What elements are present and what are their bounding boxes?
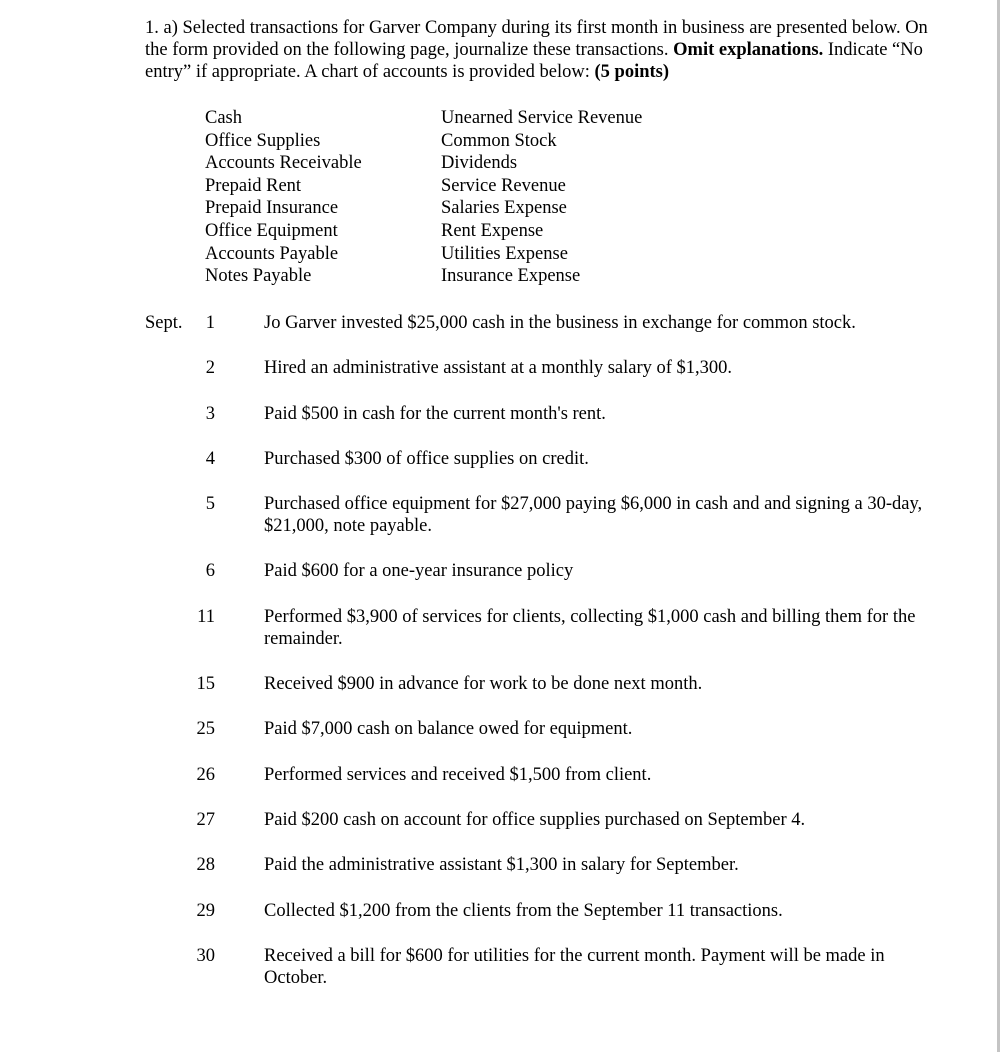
month-spacer [145, 560, 193, 582]
transaction-day: 5 [205, 494, 215, 515]
account-name: Common Stock [441, 130, 557, 151]
transaction-description: Jo Garver invested $25,000 cash in the business in exchange for common stock. [264, 313, 856, 333]
points-label: (5 points) [594, 62, 670, 82]
chart-of-accounts-column-2 [441, 107, 642, 288]
month-spacer [145, 900, 193, 922]
transaction-row [145, 403, 945, 425]
transaction-row [145, 357, 945, 379]
month-spacer [145, 448, 193, 470]
intro-text-2: Indicate “No entry” if appropriate. A chart of accounts is provided below: [145, 40, 923, 82]
transaction-description: Paid $7,000 cash on balance owed for equipment. [264, 719, 633, 740]
transaction-day: 25 [196, 719, 215, 740]
transaction-row [145, 854, 945, 876]
intro-bold-omit: Omit explanations. [673, 40, 824, 60]
transaction-day: 11 [197, 606, 215, 627]
transaction-description: Paid $500 in cash for the current month's rent. [264, 403, 606, 424]
transaction-day: 4 [205, 448, 215, 469]
transaction-description: Purchased office equipment for $27,000 paying $6,000 in cash and and signing a 30-day, $21,000, note payable. [264, 494, 923, 537]
transaction-day: 28 [196, 855, 215, 876]
account-name: Office Equipment [205, 220, 338, 241]
transaction-row [145, 900, 945, 922]
transaction-description: Received $900 in advance for work to be done next month. [264, 674, 703, 695]
account-name: Notes Payable [205, 266, 312, 287]
intro-text: 1. a) Selected transactions for Garver Company during its first month in business are presented below. On the form provided on the following page, journalize these transactions. [145, 18, 928, 60]
transaction-description: Paid $200 cash on account for office supplies purchased on September 4. [264, 809, 806, 830]
transaction-description: Hired an administrative assistant at a monthly salary of $1,300. [264, 358, 733, 379]
month-spacer [145, 403, 193, 425]
account-name: Office Supplies [205, 130, 321, 151]
account-name: Salaries Expense [441, 198, 567, 219]
account-name: Utilities Expense [441, 243, 568, 264]
transaction-row [145, 718, 945, 740]
month-spacer [145, 945, 193, 989]
account-name: Insurance Expense [441, 266, 581, 287]
transaction-description: Performed $3,900 of services for clients, collecting $1,000 cash and billing them for the remainder. [264, 606, 916, 649]
transaction-description: Paid $600 for a one-year insurance policy [264, 561, 574, 582]
transaction-day: 3 [205, 403, 215, 424]
transaction-row [145, 809, 945, 831]
month-spacer [145, 606, 193, 650]
month-spacer [145, 357, 193, 379]
account-name: Rent Expense [441, 220, 544, 241]
question-intro [145, 17, 945, 83]
account-name: Prepaid Insurance [205, 198, 339, 219]
transaction-day: 26 [196, 764, 215, 785]
transaction-row [145, 673, 945, 695]
transaction-description: Received a bill for $600 for utilities for the current month. Payment will be made in October. [264, 945, 885, 988]
account-name: Dividends [441, 153, 518, 174]
account-name: Prepaid Rent [205, 175, 302, 196]
transaction-day: 2 [205, 358, 215, 379]
transaction-description: Performed services and received $1,500 from client. [264, 764, 652, 785]
transaction-day: 27 [196, 809, 215, 830]
transactions-list [145, 312, 945, 1012]
month-spacer [145, 673, 193, 695]
account-name: Service Revenue [441, 175, 566, 196]
account-name: Cash [205, 108, 242, 128]
transaction-row [145, 764, 945, 786]
transaction-day: 6 [205, 561, 215, 582]
month-label: Sept. [145, 313, 183, 333]
month-spacer [145, 764, 193, 786]
transaction-day: 29 [196, 900, 215, 921]
transaction-description: Collected $1,200 from the clients from the September 11 transactions. [264, 900, 783, 921]
transaction-row [145, 312, 945, 334]
month-spacer [145, 809, 193, 831]
month-spacer [145, 718, 193, 740]
month-spacer [145, 493, 193, 537]
transaction-day: 30 [196, 945, 215, 966]
transaction-description: Paid the administrative assistant $1,300 in salary for September. [264, 855, 739, 876]
account-name: Accounts Payable [205, 243, 339, 264]
transaction-row [145, 448, 945, 470]
transaction-description: Purchased $300 of office supplies on credit. [264, 448, 589, 469]
chart-of-accounts-column-1 [205, 107, 362, 288]
transaction-row [145, 493, 945, 537]
transaction-day: 1 [205, 313, 215, 333]
transaction-day: 15 [196, 674, 215, 695]
transaction-row [145, 606, 945, 650]
account-name: Accounts Receivable [205, 153, 362, 174]
transaction-row [145, 945, 945, 989]
account-name: Unearned Service Revenue [441, 108, 643, 128]
month-spacer [145, 854, 193, 876]
transaction-row [145, 560, 945, 582]
